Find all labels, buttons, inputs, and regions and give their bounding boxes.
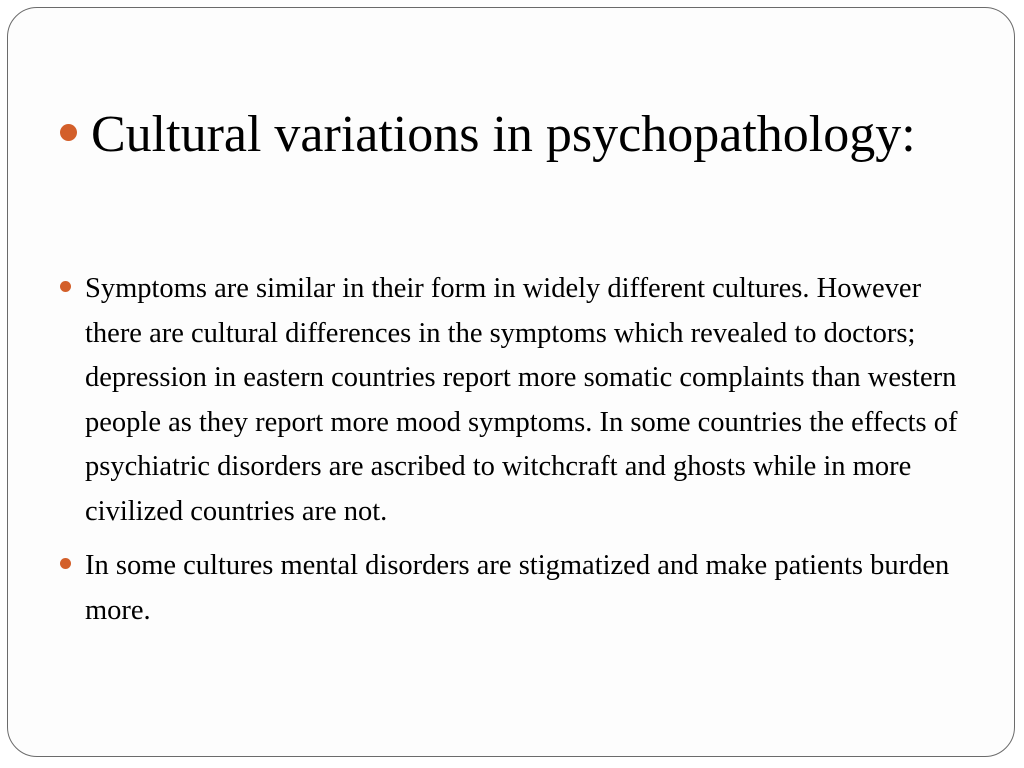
bullet-icon [60, 558, 71, 569]
bullet-icon [60, 281, 71, 292]
bullet-item [60, 544, 960, 633]
slide-title: Cultural variations in psychopathology: [91, 106, 916, 163]
slide-title-row [60, 104, 990, 166]
title-bullet-icon [60, 124, 77, 141]
bullet-text: In some cultures mental disorders are stigmatized and make patients burden more. [85, 550, 950, 626]
bullet-item [60, 267, 960, 534]
slide-frame [7, 7, 1015, 757]
bullet-list [60, 267, 960, 643]
bullet-text: Symptoms are similar in their form in widely different cultures. However there are cultural differences in the symptoms which revealed to doctors; depression in eastern countries report more somatic complaints than western people as they report more mood symptoms. In some countries the effects of psychiatric disorders are ascribed to witchcraft and ghosts while in more civilized countries are not. [85, 273, 958, 527]
